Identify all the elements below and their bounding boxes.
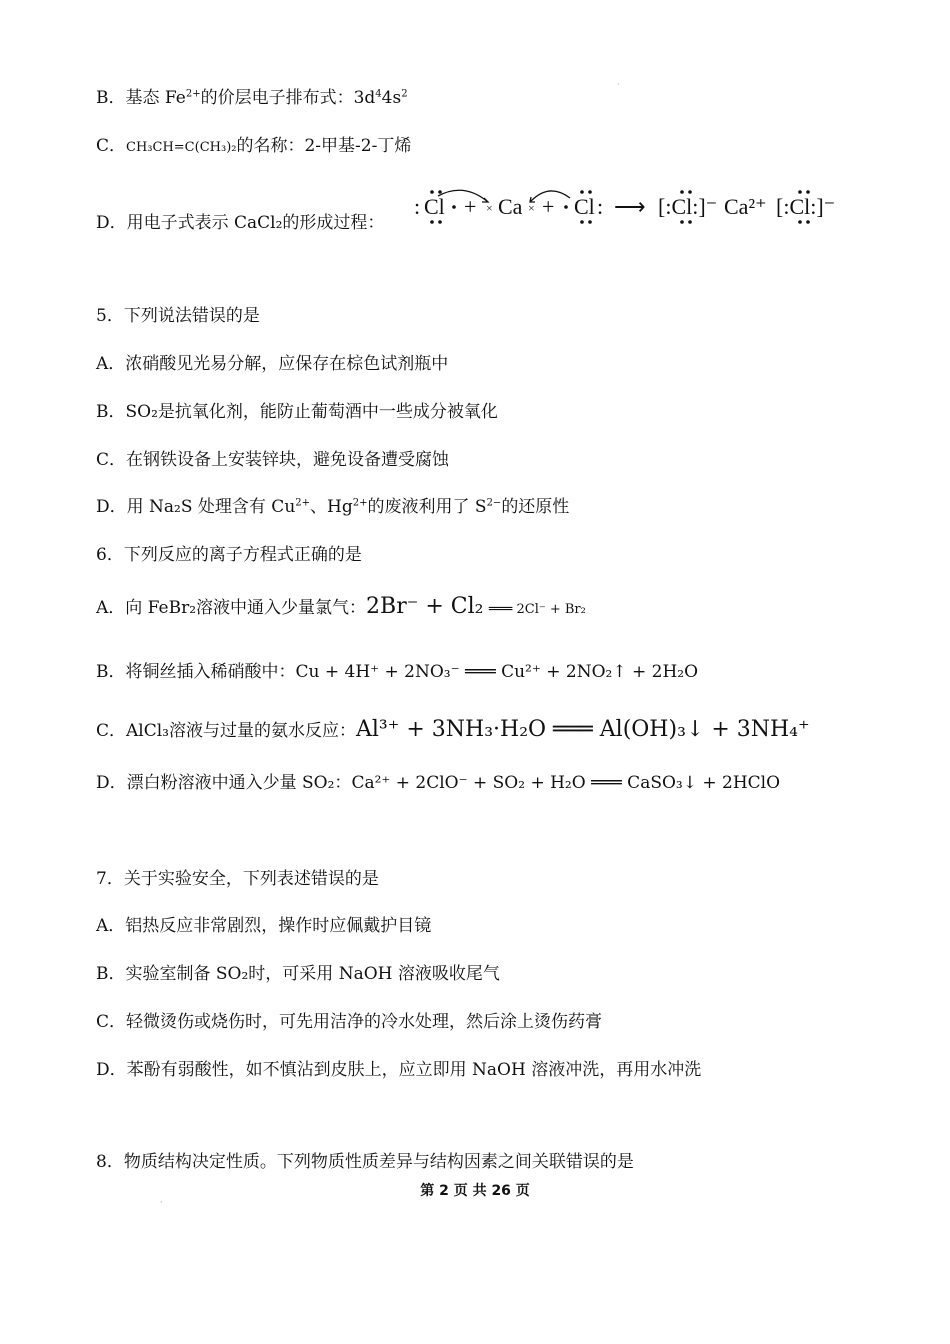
q4-option-d: D．用电子式表示 CaCl₂的形成过程： xyxy=(96,213,385,233)
electron-dot xyxy=(430,220,434,224)
speck: · xyxy=(617,80,620,89)
lewis-colon: : xyxy=(414,194,421,219)
electron-dot xyxy=(588,190,592,194)
svg-text:+: + xyxy=(464,194,477,219)
q5-option-c: C．在钢铁设备上安装锌块，避免设备遭受腐蚀 xyxy=(96,450,450,470)
q5-option-d: D．用 Na₂S 处理含有 $Cu^{2+}$、$Hg^{2+}$的废液利用了 $S^{2-}$的还原性 xyxy=(96,497,570,517)
svg-text::: : xyxy=(597,194,604,219)
q6-option-c: C．AlCl₃溶液与过量的氨水反应：Al³⁺ + 3NH₃·H₂O ═══ Al(OH)₃↓ + 3NH₄⁺ xyxy=(96,717,810,742)
q8-title: 8．物质结构决定性质。下列物质性质差异与结构因素之间关联错误的是 xyxy=(96,1152,634,1172)
lewis-cl-1: Cl xyxy=(424,194,445,219)
electron-dot xyxy=(580,220,584,224)
q5-title: 5．下列说法错误的是 xyxy=(96,306,260,326)
electron-dot xyxy=(452,205,456,209)
q5-option-b: B．SO₂是抗氧化剂，能防止葡萄酒中一些成分被氧化 xyxy=(96,402,498,422)
electron-dot xyxy=(580,190,584,194)
lewis-ca: Ca xyxy=(498,194,523,219)
q7-option-b: B．实验室制备 SO₂时，可采用 NaOH 溶液吸收尾气 xyxy=(96,964,500,984)
q6-option-a: A．向 FeBr₂溶液中通入少量氯气：2Br⁻ + Cl₂ ═══ 2Cl⁻ + Br₂ xyxy=(96,594,586,619)
electron-dot xyxy=(438,220,442,224)
q7-option-d: D．苯酚有弱酸性，如不慎沾到皮肤上，应立即用 NaOH 溶液冲洗，再用水冲洗 xyxy=(96,1060,702,1080)
lewis-structure-diagram xyxy=(414,186,844,232)
lewis-cl-2: Cl xyxy=(574,194,595,219)
electron-transfer-arrow xyxy=(438,190,488,202)
q6-option-b: B．将铜丝插入稀硝酸中：Cu + 4H⁺ + 2NO₃⁻ ═══ Cu²⁺ + 2NO₂↑ + 2H₂O xyxy=(96,662,699,682)
electron-dot xyxy=(564,205,568,209)
q7-option-c: C．轻微烫伤或烧伤时，可先用洁净的冷水处理，然后涂上烫伤药膏 xyxy=(96,1012,603,1032)
q7-option-a: A．铝热反应非常剧烈，操作时应佩戴护目镜 xyxy=(96,916,432,936)
reaction-arrow: ⟶ xyxy=(614,194,646,219)
q6-title: 6．下列反应的离子方程式正确的是 xyxy=(96,545,362,565)
product-cl-2: [:Cl:]⁻ xyxy=(776,194,836,219)
q4-option-c: C．CH₃CH=C(CH₃)₂的名称：2-甲基-2-丁烯 xyxy=(96,136,412,156)
q4-option-b: B．基态 $Fe^{2+}$的价层电子排布式：$3d^44s^2$ xyxy=(96,88,408,108)
product-ca: Ca²⁺ xyxy=(724,194,767,219)
q7-title: 7．关于实验安全，下列表述错误的是 xyxy=(96,869,379,889)
page-footer: 第 2 页 共 26 页 xyxy=(420,1183,530,1199)
electron-cross: × xyxy=(486,201,493,215)
electron-cross: × xyxy=(528,201,535,215)
electron-dot xyxy=(588,220,592,224)
electron-dot xyxy=(438,190,442,194)
speck: · xyxy=(160,1198,163,1207)
electron-dot xyxy=(430,190,434,194)
q6-option-d: D．漂白粉溶液中通入少量 SO₂：Ca²⁺ + 2ClO⁻ + SO₂ + H₂O ═══ CaSO₃↓ + 2HClO xyxy=(96,773,781,793)
svg-text:+: + xyxy=(542,194,555,219)
q5-option-a: A．浓硝酸见光易分解，应保存在棕色试剂瓶中 xyxy=(96,354,449,374)
product-cl-1: [:Cl:]⁻ xyxy=(658,194,718,219)
